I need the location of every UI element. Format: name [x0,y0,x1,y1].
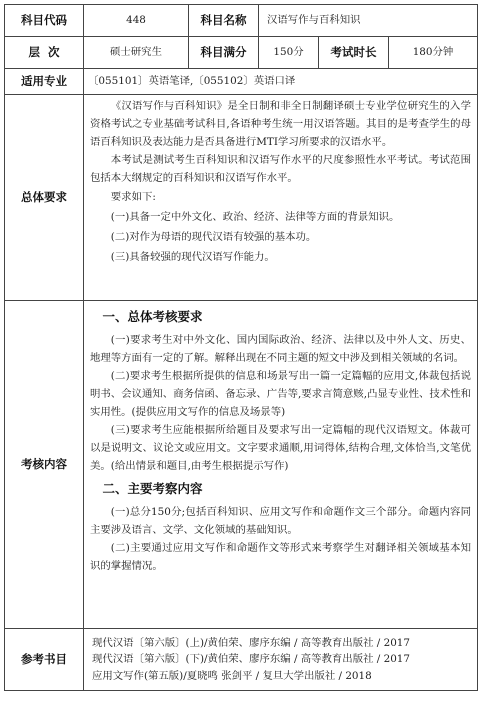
subject-code-label: 科目代码 [5,5,84,37]
section-heading-overall: 一、总体考核要求 [102,309,203,324]
general-requirements-label: 总体要求 [5,95,84,301]
exam-duration-label: 考试时长 [319,37,389,69]
reference-item: 现代汉语〔第六版〕(下)/黄伯荣、廖序东编 / 高等教育出版社 / 2017 [92,653,411,666]
section-heading-main: 二、主要考察内容 [102,481,203,496]
main-item: (一)总分150分;包括百科知识、应用文写作和命题作文三个部分。命题内容同主要涉及语言、文学、文化领域的基础知识。 [90,506,472,536]
syllabus-page [4,4,477,698]
main-item: (二)主要通过应用文写作和命题作文等形式来考察学生对翻译相关领域基本知识的掌握情况。 [90,542,472,572]
general-scope: 本考试是测试考生百科知识和汉语写作水平的尺度参照性水平考试。考试范围包括本大纲规定的百科知识和汉语写作水平。 [90,154,472,184]
row-references [5,629,478,691]
requirement-item: (三)具备较强的现代汉语写作能力。 [110,251,275,263]
level-value: 硕士研究生 [84,37,189,69]
subject-name-label: 科目名称 [189,5,259,37]
references-body [84,629,478,691]
reference-item: 应用文写作(第五版)/夏晓鸣 张剑平 / 复旦大学出版社 / 2018 [92,669,372,682]
general-requirements-body [84,95,478,301]
exam-content-body [84,301,478,629]
references-label: 参考书目 [5,629,84,691]
overall-item: (三)要求考生应能根据所给题目及要求写出一定篇幅的现代汉语短文。体裁可以是说明文、议论文或应用文。文字要求通顺,用词得体,结构合理,文体恰当,文笔优美。(给出情景和题目,由考生根据提示写作) [90,424,472,472]
subject-name-value: 汉语写作与百科知识 [259,5,478,37]
applicable-major-label: 适用专业 [5,69,84,95]
row-level [5,37,478,69]
requirements-title: 要求如下: [110,191,156,203]
row-subject [5,5,478,37]
level-label: 层 次 [5,37,84,69]
requirement-item: (二)对作为母语的现代汉语有较强的基本功。 [110,231,317,243]
row-exam-content [5,301,478,629]
subject-code-value: 448 [84,5,189,37]
row-general-requirements [5,95,478,301]
row-major [5,69,478,95]
full-score-value: 150分 [259,37,319,69]
overall-item: (二)要求考生根据所提供的信息和场景写出一篇一定篇幅的应用文,体裁包括说明书、会议通知、商务信函、备忘录、广告等,要求言简意赅,凸显专业性、技术性和实用性。(提供应用文写作的信息及场景等) [90,370,472,418]
overall-item: (一)要求考生对中外文化、国内国际政治、经济、法律以及中外人文、历史、地理等方面有一定的了解。解释出现在不同主题的短文中涉及到相关领域的名词。 [90,334,472,364]
syllabus-table [4,4,478,691]
exam-content-label: 考核内容 [5,301,84,629]
general-intro: 《汉语写作与百科知识》是全日制和非全日制翻译硕士专业学位研究生的入学资格考试之专业基础考试科目,各语种考生统一用汉语答题。其目的是考查学生的母语百科知识及表达能力是否具备进行MTI学习所要求的汉语水平。 [90,100,472,148]
requirement-item: (一)具备一定中外文化、政治、经济、法律等方面的背景知识。 [110,211,400,223]
full-score-label: 科目满分 [189,37,259,69]
exam-duration-value: 180分钟 [389,37,478,69]
applicable-major-value: 〔055101〕英语笔译,〔055102〕英语口译 [84,69,478,95]
reference-item: 现代汉语〔第六版〕(上)/黄伯荣、廖序东编 / 高等教育出版社 / 2017 [92,636,411,649]
